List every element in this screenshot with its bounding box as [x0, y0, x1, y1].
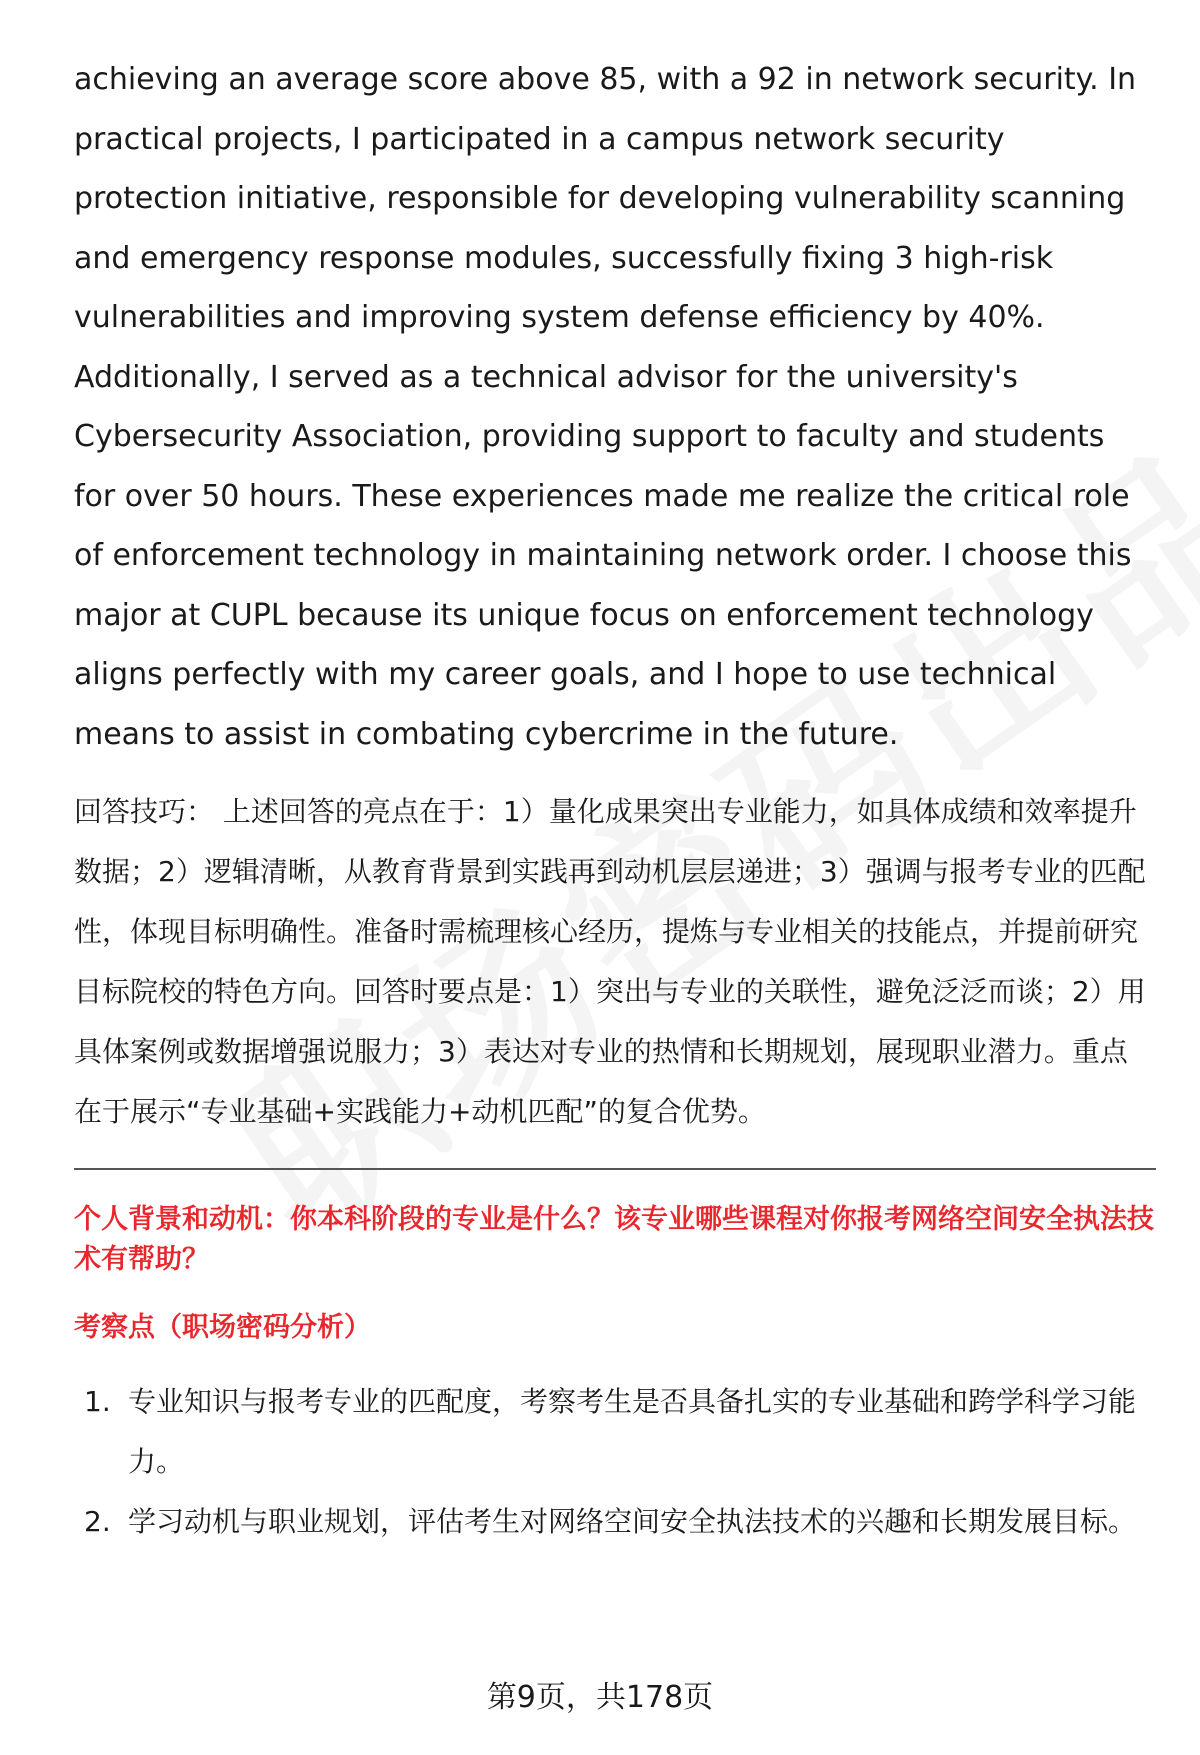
answer-tips: [74, 782, 1154, 1142]
list-item-text: 专业知识与报考专业的匹配度，考察考生是否具备扎实的专业基础和跨学科学习能力。: [128, 1385, 1137, 1478]
list-item-text: 学习动机与职业规划，评估考生对网络空间安全执法技术的兴趣和长期发展目标。: [128, 1505, 1137, 1538]
list-item: [74, 1492, 1154, 1552]
analysis-points: [74, 1372, 1154, 1552]
list-item: [74, 1372, 1154, 1492]
question-heading: 个人背景和动机：你本科阶段的专业是什么？该专业哪些课程对你报考网络空间安全执法技术有帮助？: [74, 1204, 1154, 1275]
answer-paragraph: achieving an average score above 85, with a 92 in network security. In practical projects, I participated in a campus network security protection initiative, responsible for developing vulnerability scanning and emergency response modules, successfully fixing 3 high-risk vulnerabilities and improving system defense efficiency by 40%. Additionally, I served as a technical advisor for the university's Cybersecurity Association, providing support to faculty and students for over 50 hours. These experiences made me realize the critical role of enforcement technology in maintaining network order. I choose this major at CUPL because its unique focus on enforcement technology aligns perfectly with my career goals, and I hope to use technical means to assist in combating cybercrime in the future.: [74, 62, 1137, 752]
analysis-heading: 考察点（职场密码分析）: [74, 1312, 371, 1343]
page-content: [74, 50, 1154, 1552]
tips-label: 回答技巧：: [74, 795, 215, 828]
tips-text: 上述回答的亮点在于：1）量化成果突出专业能力，如具体成绩和效率提升数据；2）逻辑清晰，从教育背景到实践再到动机层层递进；3）强调与报考专业的匹配性，体现目标明确性。准备时需梳理核心经历，提炼与专业相关的技能点，并提前研究目标院校的特色方向。回答时要点是：1）突出与专业的关联性，避免泛泛而谈；2）用具体案例或数据增强说服力；3）表达对专业的热情和长期规划，展现职业潜力。重点在于展示“专业基础+实践能力+动机匹配”的复合优势。: [74, 795, 1146, 1128]
list-item-number: 2.: [84, 1505, 111, 1538]
section-divider: [74, 1168, 1156, 1170]
list-item-number: 1.: [84, 1385, 111, 1418]
page-number-footer: 第9页，共178页: [486, 1680, 714, 1715]
